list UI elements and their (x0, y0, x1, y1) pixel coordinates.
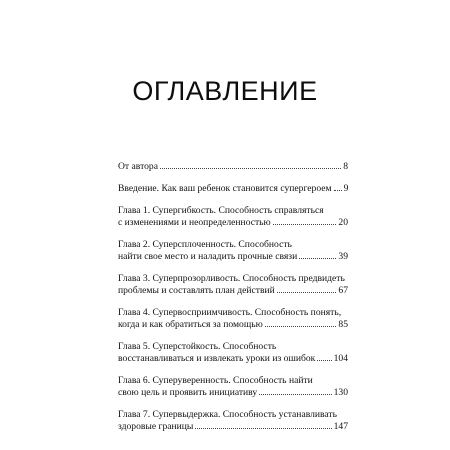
toc-page-number: 9 (343, 183, 349, 194)
toc-entry-subtitle: найти свое место и наладить прочные связи (118, 251, 298, 262)
toc-entry-line (118, 285, 348, 297)
toc-entry (118, 205, 348, 229)
dot-leader (334, 183, 342, 191)
toc-entry-line (118, 353, 348, 365)
toc-entry-title: Глава 4. Супервосприимчивость. Способность понять, (118, 307, 342, 318)
toc-entry-title: Глава 7. Супервыдержка. Способность устанавливать (118, 409, 338, 420)
toc-entry-title: Введение. Как ваш ребенок становится супергероем (118, 183, 332, 194)
toc-entry-subtitle: с изменениями и неопределенностью (118, 217, 271, 228)
toc-entry-subtitle: здоровые границы (118, 421, 194, 432)
toc-entry-line (118, 409, 348, 421)
toc-entry-line (118, 307, 348, 319)
toc-entry-line (118, 161, 348, 173)
toc-entry-line (118, 319, 348, 331)
toc-entry-line (118, 375, 348, 387)
toc-entry-line (118, 239, 348, 251)
toc-entry-subtitle: свою цель и проявить инициативу (118, 387, 258, 398)
toc-entry-title: Глава 1. Супергибкость. Способность справляться (118, 205, 324, 216)
dot-leader (277, 285, 337, 293)
toc-entry-line (118, 217, 348, 229)
toc-entry-line (118, 251, 348, 263)
toc-entry (118, 239, 348, 263)
toc-page-number: 67 (338, 285, 348, 296)
toc-entry-title: Глава 2. Суперсплоченность. Способность (118, 239, 292, 250)
dot-leader (160, 161, 341, 169)
toc-entry-line (118, 205, 348, 217)
toc-page-number: 147 (333, 421, 348, 432)
toc-entry (118, 341, 348, 365)
toc-entry (118, 161, 348, 173)
toc-entry-subtitle: проблемы и составлять план действий (118, 285, 275, 296)
toc-entry-title: От автора (118, 161, 158, 172)
toc-page-number: 8 (343, 161, 348, 172)
toc-page-number: 104 (333, 353, 348, 364)
table-of-contents (118, 161, 348, 433)
toc-entry-subtitle: когда и как обратиться за помощью (118, 319, 263, 330)
toc-page-number: 20 (338, 217, 348, 228)
toc-entry (118, 307, 348, 331)
toc-page-number: 130 (333, 387, 348, 398)
toc-entry (118, 409, 348, 433)
toc-entry-line (118, 421, 348, 433)
toc-entry-line (118, 273, 348, 285)
dot-leader (317, 353, 331, 361)
dot-leader (195, 421, 331, 429)
toc-entry (118, 375, 348, 399)
dot-leader (299, 251, 336, 259)
toc-entry-subtitle: восстанавливаться и извлекать уроки из ошибок (118, 353, 316, 364)
toc-entry-line (118, 341, 348, 353)
toc-entry-title: Глава 6. Суперуверенность. Способность найти (118, 375, 313, 386)
toc-entry-line (118, 183, 348, 195)
toc-entry-title: Глава 5. Суперстойкость. Способность (118, 341, 277, 352)
toc-page-number: 39 (338, 251, 348, 262)
dot-leader (265, 319, 337, 327)
page-title: ОГЛАВЛЕНИЕ (132, 76, 318, 106)
toc-page-number: 85 (338, 319, 348, 330)
dot-leader (259, 387, 331, 395)
toc-entry (118, 183, 348, 195)
toc-entry (118, 273, 348, 297)
dot-leader (273, 217, 337, 225)
toc-entry-title: Глава 3. Суперпрозорливость. Способность предвидеть (118, 273, 345, 284)
toc-entry-line (118, 387, 348, 399)
